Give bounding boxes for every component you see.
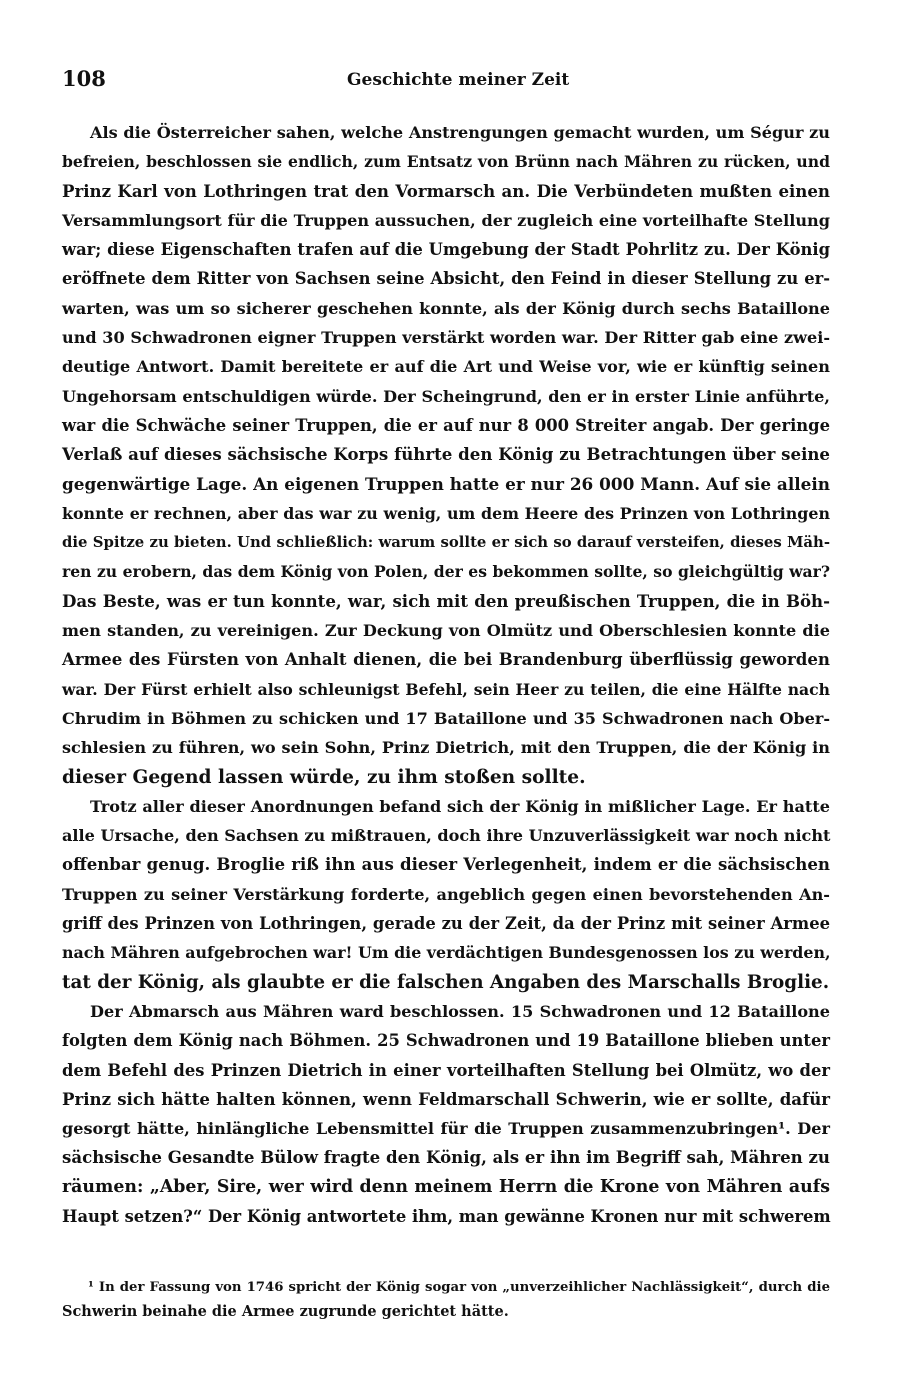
text-line: war. Der Fürst erhielt also schleunigst Befehl, sein Heer zu teilen, die eine Hälfte nach [62, 679, 830, 699]
page-header [62, 66, 832, 96]
paragraph-1 [62, 118, 830, 792]
text-line: Prinz Karl von Lothringen trat den Vormarsch an. Die Verbündeten mußten einen [62, 180, 830, 201]
text-line: eröffnete dem Ritter von Sachsen seine Absicht, den Feind in dieser Stellung zu er- [62, 269, 830, 289]
text-line: warten, was um so sicherer geschehen konnte, als der König durch sechs Bataillone [62, 298, 830, 318]
text-line: Truppen zu seiner Verstärkung forderte, angeblich gegen einen bevorstehenden An- [62, 884, 830, 904]
text-line: Haupt setzen?“ Der König antwortete ihm, man gewänne Kronen nur mit schwerem [62, 1206, 831, 1226]
text-line: befreien, beschlossen sie endlich, zum Entsatz von Brünn nach Mähren zu rücken, und [62, 152, 830, 172]
text-line: war; diese Eigenschaften trafen auf die Umgebung der Stadt Pohrlitz zu. Der König [62, 240, 830, 260]
running-title: Geschichte meiner Zeit [347, 70, 570, 90]
text-line: deutige Antwort. Damit bereitete er auf die Art und Weise vor, wie er künftig seinen [62, 357, 830, 377]
paragraph-2 [62, 792, 830, 997]
text-line: alle Ursache, den Sachsen zu mißtrauen, doch ihre Unzuverlässigkeit war noch nicht [62, 826, 831, 846]
text-line: Trotz aller dieser Anordnungen befand sich der König in mißlicher Lage. Er hatte [90, 796, 830, 816]
text-line: räumen: „Aber, Sire, wer wird denn meinem Herrn die Krone von Mähren aufs [62, 1176, 830, 1197]
text-line: sächsische Gesandte Bülow fragte den König, als er ihn im Begriff sah, Mähren zu [62, 1147, 830, 1168]
text-line: gegenwärtige Lage. An eigenen Truppen hatte er nur 26 000 Mann. Auf sie allein [62, 473, 830, 494]
text-line: offenbar genug. Broglie riß ihn aus dieser Verlegenheit, indem er die sächsischen [62, 854, 830, 875]
text-line: dem Befehl des Prinzen Dietrich in einer vorteilhaften Stellung bei Olmütz, wo der [62, 1060, 830, 1080]
text-line: Chrudim in Böhmen zu schicken und 17 Bataillone und 35 Schwadronen nach Ober- [62, 708, 830, 728]
main-text [62, 118, 830, 1231]
text-line: Prinz sich hätte halten können, wenn Feldmarschall Schwerin, wie er sollte, dafür [62, 1088, 830, 1109]
text-line: men standen, zu vereinigen. Zur Deckung von Olmütz und Oberschlesien konnte die [62, 621, 830, 641]
text-line: dieser Gegend lassen würde, zu ihm stoßen sollte. [62, 766, 586, 788]
text-line: Versammlungsort für die Truppen aussuchen, der zugleich eine vorteilhafte Stellung [62, 210, 830, 230]
text-line: ren zu erobern, das dem König von Polen, der es bekommen sollte, so gleichgültig war? [62, 562, 830, 582]
text-line: gesorgt hätte, hinlängliche Lebensmittel für die Truppen zusammenzubringen¹. Der [62, 1119, 830, 1139]
paragraph-3 [62, 997, 830, 1231]
text-line: tat der König, als glaubte er die falschen Angaben des Marschalls Broglie. [62, 971, 830, 993]
text-line: griff des Prinzen von Lothringen, gerade zu der Zeit, da der Prinz mit seiner Armee [62, 914, 830, 934]
text-line: konnte er rechnen, aber das war zu wenig, um dem Heere des Prinzen von Lothringen [62, 503, 830, 523]
text-line: war die Schwäche seiner Truppen, die er auf nur 8 000 Streiter angab. Der geringe [62, 415, 830, 435]
page-number: 108 [62, 66, 106, 91]
footnote-line: ¹ In der Fassung von 1746 spricht der König sogar von „unverzeihlicher Nachlässigkeit“, durch die [88, 1280, 830, 1295]
text-line: nach Mähren aufgebrochen war! Um die verdächtigen Bundesgenossen los zu werden, [62, 943, 831, 963]
text-line: Das Beste, was er tun konnte, war, sich mit den preußischen Truppen, die in Böh- [62, 590, 830, 611]
footnote [62, 1276, 830, 1324]
text-line: und 30 Schwadronen eigner Truppen verstärkt worden war. Der Ritter gab eine zwei- [62, 328, 830, 348]
text-line: folgten dem König nach Böhmen. 25 Schwadronen und 19 Bataillone blieben unter [62, 1031, 830, 1051]
text-line: die Spitze zu bieten. Und schließlich: warum sollte er sich so darauf versteifen, dieses Mäh- [62, 533, 830, 552]
text-line: Ungehorsam entschuldigen würde. Der Scheingrund, den er in erster Linie anführte, [62, 386, 830, 406]
text-line: Armee des Fürsten von Anhalt dienen, die bei Brandenburg überflüssig geworden [62, 649, 830, 670]
text-line: Verlaß auf dieses sächsische Korps führte den König zu Betrachtungen über seine [62, 444, 830, 465]
text-line: schlesien zu führen, wo sein Sohn, Prinz Dietrich, mit den Truppen, die der König in [62, 738, 830, 758]
text-line: Der Abmarsch aus Mähren ward beschlossen. 15 Schwadronen und 12 Bataillone [90, 1001, 830, 1021]
footnote-line: Schwerin beinahe die Armee zugrunde gerichtet hätte. [62, 1303, 509, 1320]
text-line: Als die Österreicher sahen, welche Anstrengungen gemacht wurden, um Ségur zu [90, 123, 830, 142]
